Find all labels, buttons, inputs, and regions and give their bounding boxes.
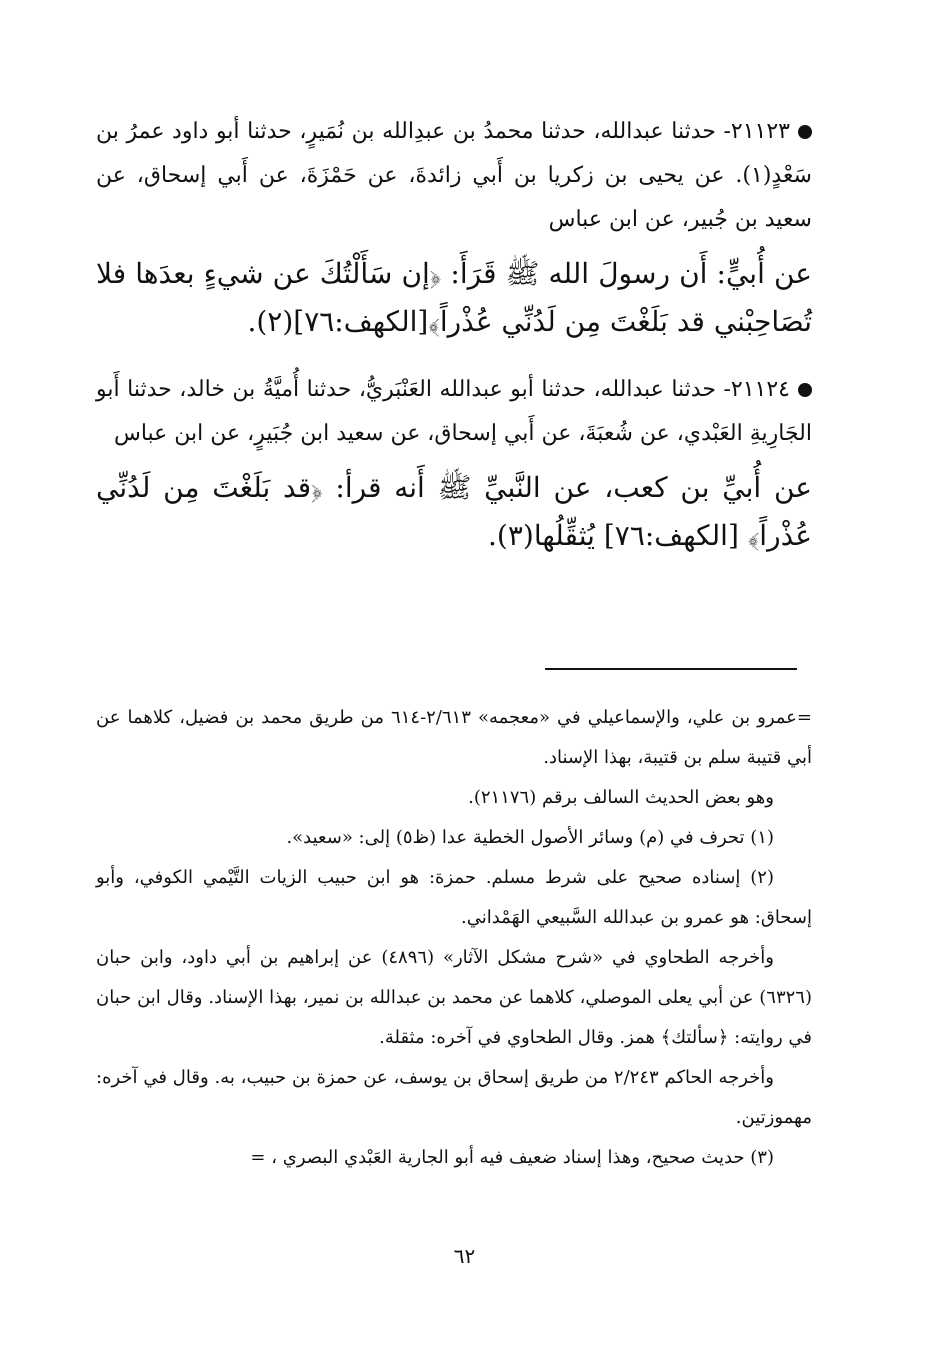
- footnote-paragraph: وهو بعض الحديث السالف برقم (٢١١٧٦).: [468, 787, 774, 808]
- footnote-paragraph: وأخرجه الطحاوي في «شرح مشكل الآثار» (٤٨٩٦) عن إبراهيم بن أبي داود، وابن حبان (٦٣٢٦) عن أبي يعلى الموصلي، كلاهما عن محمد بن عبدالله بن نمير، بهذا الإسناد. وقال ابن حبان في روايته: ﴿سألتك﴾ همز. وقال الطحاوي في آخره: مثقلة.: [96, 947, 812, 1048]
- footnote-paragraph: (١) تحرف في (م) وسائر الأصول الخطية عدا (ظ٥) إلى: «سعيد».: [286, 827, 774, 848]
- main-text: [96, 110, 812, 582]
- hadith-isnad-text: ٢١١٢٤- حدثنا عبدالله، حدثنا أبو عبدالله العَنْبَريُّ، حدثنا أُميَّةُ بن خالد، حدثنا أَبو الجَارِيةِ العَبْدي، عن شُعبَةَ، عن أَبي إسحاق، عن سعيد ابن جُبَيرٍ، عن ابن عباس: [96, 377, 812, 446]
- hadith-matn: عن أُبيٍّ: أَن رسولَ الله ﷺ قَرَأَ: ﴿إن سَأَلْتُكَ عن شيءٍ بعدَها فلا تُصَاحِبْني قد بَلَغْتَ مِن لَدُنِّي عُذْراً﴾[الكهف:٧٦](٢).: [96, 257, 812, 338]
- footnote-paragraph: (٣) حديث صحيح، وهذا إسناد ضعيف فيه أبو الجارية العَبْدي البصري ، =: [250, 1147, 774, 1168]
- bullet-icon: [798, 383, 812, 397]
- hadith-isnad: [96, 110, 812, 242]
- footnote-paragraph: (٢) إسناده صحيح على شرط مسلم. حمزة: هو ابن حبيب الزيات التَّيْمي الكوفي، وأبو إسحاق: هو عمرو بن عبدالله السَّبيعي الهَمْداني.: [96, 867, 812, 928]
- bullet-icon: [798, 125, 812, 139]
- footnote-paragraph: =عمرو بن علي، والإسماعيلي في «معجمه» ٢/٦١٣-٦١٤ من طريق محمد بن فضيل، كلاهما عن أبي قتيبة سلم بن قتيبة، بهذا الإسناد.: [96, 707, 812, 768]
- hadith-isnad-text: ٢١١٢٣- حدثنا عبدالله، حدثنا محمدُ بن عبدِالله بن نُمَيرٍ، حدثنا أبو داود عمرُ بن سَعْدٍ(١). عن يحيى بن زكريا بن أَبي زائدةَ، عن حَمْزَةَ، عن أَبي إسحاق، عن سعيد بن جُبير، عن ابن عباس: [96, 119, 812, 232]
- footnote-divider: [545, 668, 797, 670]
- page-number: ٦٢: [453, 1244, 476, 1268]
- footnotes: [96, 698, 812, 1178]
- hadith-isnad: [96, 368, 812, 456]
- footnote-paragraph: وأخرجه الحاكم ٢/٢٤٣ من طريق إسحاق بن يوسف، عن حمزة بن حبيب، به. وقال في آخره: مهموزتين.: [96, 1067, 812, 1128]
- hadith-matn: عن أُبيِّ بن كعب، عن النَّبيِّ ﷺ أَنه قرأ: ﴿قد بَلَغْتَ مِن لَدُنِّي عُذْراً﴾ [الكهف:٧٦] يُثقِّلُها(٣).: [96, 471, 812, 552]
